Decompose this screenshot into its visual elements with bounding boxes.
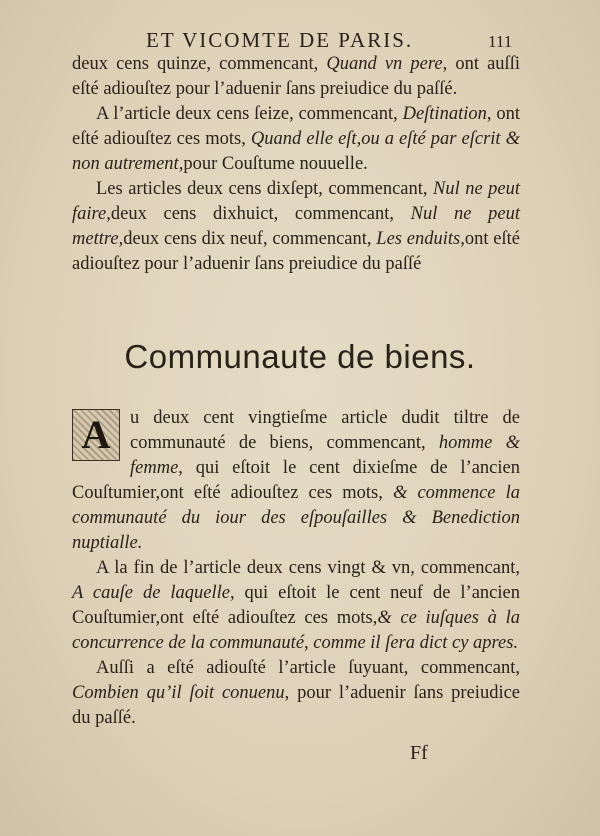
- text-run: deux cens quinze, commencant,: [72, 54, 327, 74]
- page-number: 111: [488, 32, 513, 51]
- paragraph: [72, 656, 520, 731]
- running-title: ET VICOMTE DE PARIS.: [146, 28, 414, 52]
- text-run: pour Couſtume nouuelle.: [183, 154, 368, 174]
- decorated-initial: A: [72, 409, 120, 461]
- text-run: , ont eſté adiouſtez ces mots,: [72, 104, 520, 149]
- text-run: , ont auſſi eſté adiouſtez pour l’aduenir ſans preiudice du paſſé.: [72, 54, 520, 99]
- text-run: deux cens dixhuict, commencant,: [110, 204, 411, 224]
- italic-quote: & ce iuſques à la concurrence de la communauté, comme il ſera dict cy apres.: [72, 608, 520, 653]
- text-run: deux cens dix neuf, commencant,: [123, 229, 377, 249]
- italic-quote: Nul ne peut faire,: [72, 179, 521, 224]
- section-heading: Communaute de biens.: [124, 338, 476, 375]
- paragraph: [72, 52, 520, 102]
- italic-quote: A cauſe de laquelle: [72, 583, 230, 603]
- text-run: Les articles deux cens dixſept, commencant,: [96, 179, 433, 199]
- paragraph: [72, 556, 520, 656]
- italic-quote: & commence la communauté du iour des eſpouſailles & Benediction nuptialle.: [72, 483, 520, 553]
- text-run: ont eſté adiouſtez pour l’aduenir ſans preiudice du paſſé: [72, 229, 520, 274]
- text-run: A la fin de l’article deux cens vingt & vn, commencant,: [96, 558, 520, 578]
- paragraph: [72, 177, 520, 277]
- italic-quote: Quand elle eſt,ou a eſté par eſcrit & non autrement,: [72, 129, 521, 174]
- text-block-bottom: [72, 406, 520, 731]
- italic-quote: homme & femme: [130, 433, 520, 478]
- italic-quote: Nul ne peut mettre,: [72, 204, 520, 249]
- italic-quote: Quand vn pere: [326, 54, 443, 74]
- text-run: , qui eſtoit le cent neuf de l’ancien Couſtumier,ont eſté adiouſtez ces mots,: [72, 583, 520, 628]
- text-run: u deux cent vingtieſme article dudit tiltre de communauté de biens, commencant,: [130, 408, 520, 453]
- page-header: [0, 28, 600, 54]
- text-block-top: [72, 52, 520, 277]
- signature-mark: Ff: [410, 742, 428, 764]
- text-run: , qui eſtoit le cent dixieſme de l’ancien Couſtumier,ont eſté adiouſtez ces mots,: [72, 458, 520, 503]
- italic-quote: Deſtination: [402, 104, 487, 124]
- italic-quote: Les enduits,: [376, 229, 465, 249]
- italic-quote: Combien qu’il ſoit conuenu: [72, 683, 285, 703]
- text-run: Auſſi a eſté adiouſté l’article ſuyuant, commencant,: [96, 658, 520, 678]
- text-run: , pour l’aduenir ſans preiudice du paſſé.: [72, 683, 521, 728]
- text-run: A l’article deux cens ſeize, commencant,: [96, 104, 403, 124]
- paragraph: [72, 406, 520, 556]
- paragraph: [72, 102, 520, 177]
